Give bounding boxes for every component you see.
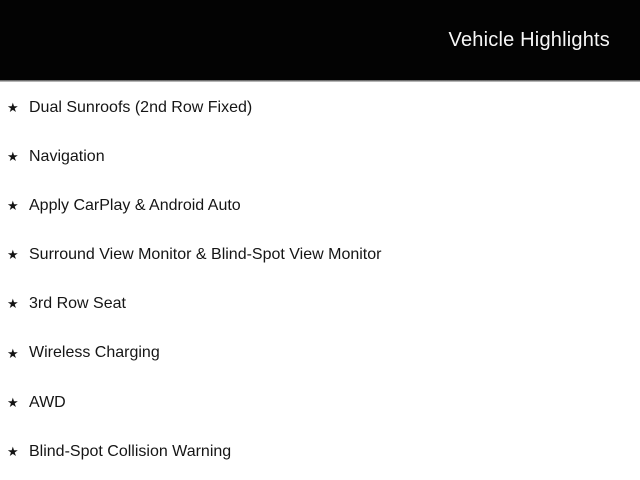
- highlight-label: Surround View Monitor & Blind-Spot View Monitor: [29, 246, 382, 264]
- highlight-label: Blind-Spot Collision Warning: [29, 442, 232, 460]
- highlight-label: Wireless Charging: [29, 344, 160, 362]
- list-item: [0, 132, 640, 181]
- highlight-label: Apply CarPlay & Android Auto: [29, 197, 241, 215]
- header-bar: [0, 0, 640, 80]
- highlight-label: AWD: [29, 393, 66, 411]
- star-icon: ★: [7, 443, 19, 459]
- list-item: [0, 427, 640, 476]
- list-item: [0, 83, 640, 132]
- star-icon: ★: [7, 247, 19, 263]
- list-item: [0, 328, 640, 377]
- star-icon: ★: [7, 100, 19, 116]
- list-item: [0, 181, 640, 230]
- page-title: Vehicle Highlights: [448, 28, 610, 51]
- list-item: [0, 378, 640, 427]
- star-icon: ★: [7, 296, 19, 312]
- star-icon: ★: [7, 198, 19, 214]
- highlight-label: 3rd Row Seat: [29, 295, 126, 313]
- highlight-label: Navigation: [29, 148, 105, 166]
- list-item: [0, 230, 640, 279]
- highlight-label: Dual Sunroofs (2nd Row Fixed): [29, 98, 253, 116]
- star-icon: ★: [7, 149, 19, 165]
- highlight-list: [0, 82, 640, 476]
- list-item: [0, 279, 640, 328]
- star-icon: ★: [7, 345, 19, 361]
- star-icon: ★: [7, 394, 19, 410]
